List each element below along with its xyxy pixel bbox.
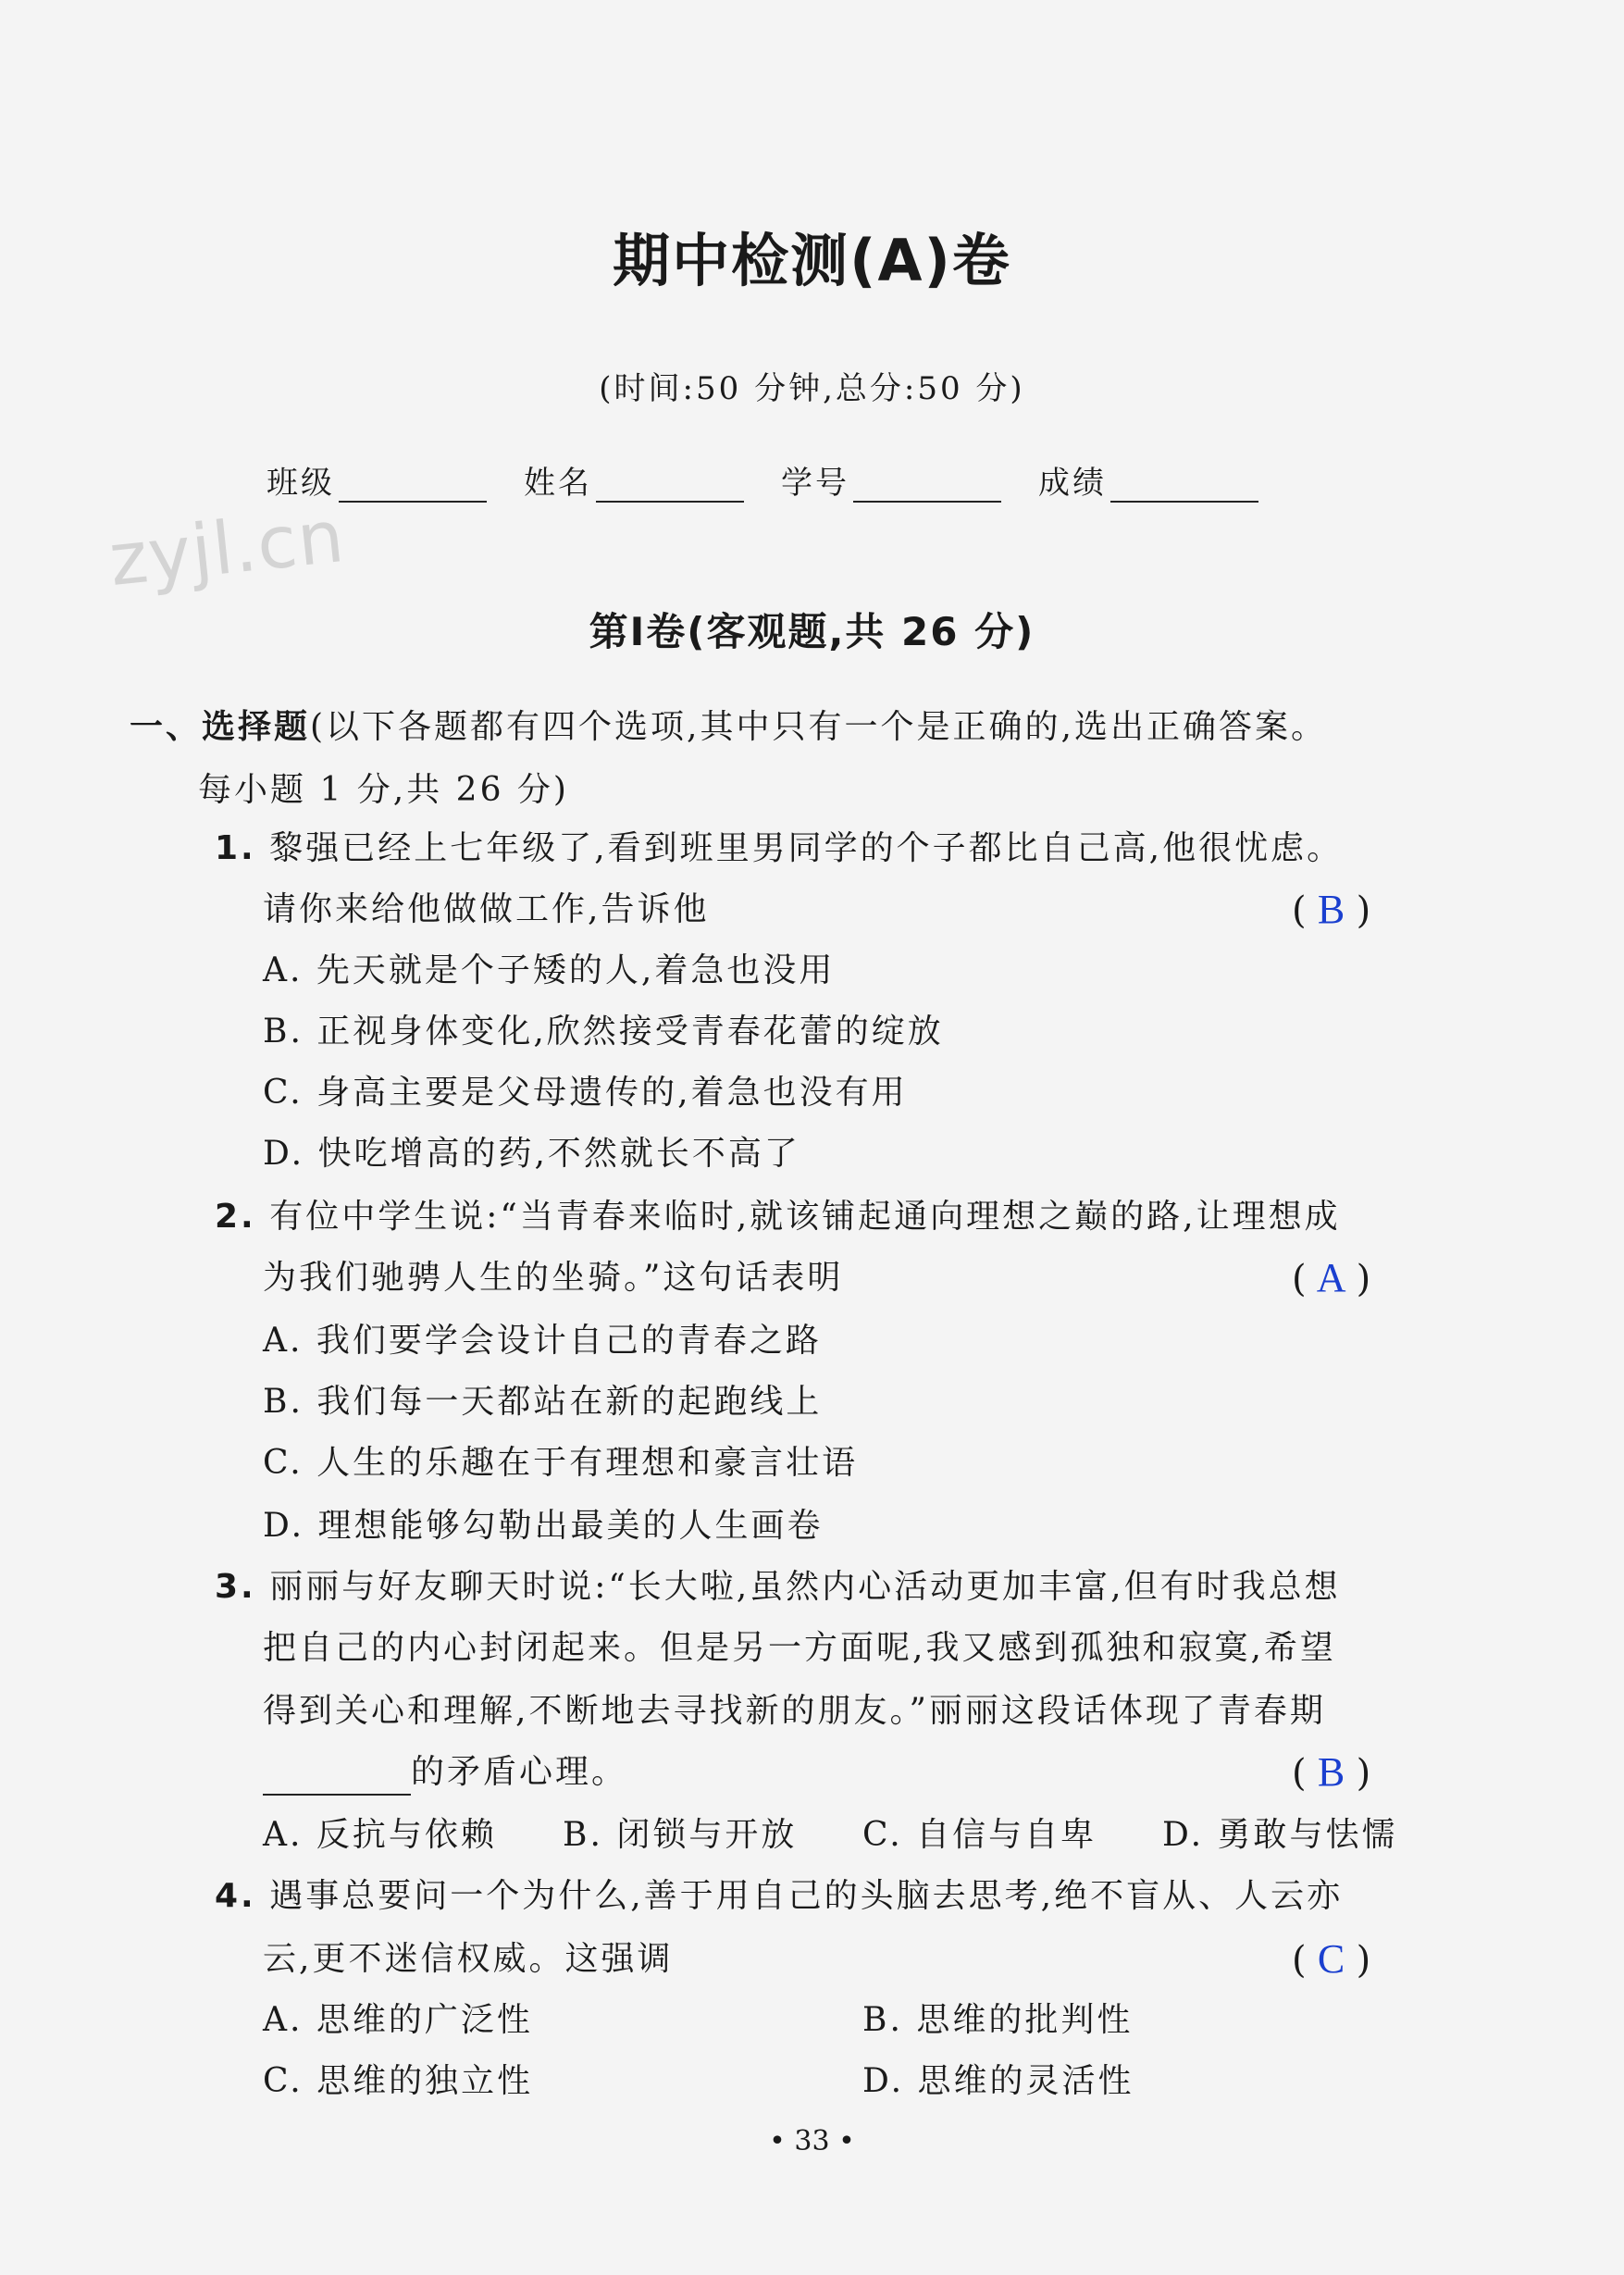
question-4-answer-letter: C [1317, 1936, 1345, 1982]
question-3-stem-line2: 把自己的内心封闭起来。但是另一方面呢,我又感到孤独和寂寞,希望 [263, 1629, 1336, 1667]
question-3-text-4: 的矛盾心理。 [411, 1753, 628, 1791]
info-class [267, 457, 487, 503]
question-3-stem-line3: 得到关心和理解,不断地去寻找新的朋友。”丽丽这段话体现了青春期 [263, 1692, 1326, 1730]
question-3-option-d: D. 勇敢与怯懦 [1162, 1816, 1398, 1854]
question-2-stem-line2: 为我们驰骋人生的坐骑。”这句话表明 [263, 1259, 844, 1297]
question-4-stem-line1 [215, 1873, 1343, 1920]
info-student-id-blank[interactable] [853, 467, 1001, 503]
question-2-number: 2. [215, 1198, 256, 1236]
question-4-answer: ( C ) [1292, 1936, 1371, 1982]
exam-time-and-score: (时间:50 分钟,总分:50 分) [599, 370, 1025, 407]
question-3-fill-blank[interactable] [263, 1760, 411, 1796]
section-title: 第Ⅰ卷(客观题,共 26 分) [589, 609, 1035, 654]
question-1-option-b: B. 正视身体变化,欣然接受青春花蕾的绽放 [263, 1013, 944, 1050]
watermark: zyjl.cn [105, 494, 349, 603]
info-student-id-label: 学号 [781, 465, 849, 502]
question-2-option-d: D. 理想能够勾勒出最美的人生画卷 [263, 1507, 824, 1545]
info-name-blank[interactable] [596, 467, 744, 503]
question-4-option-b: B. 思维的批判性 [862, 2001, 1134, 2039]
question-4-option-c: C. 思维的独立性 [263, 2062, 534, 2100]
info-name [524, 457, 744, 503]
question-1-option-a: A. 先天就是个子矮的人,着急也没用 [263, 951, 836, 989]
question-1-text-1: 黎强已经上七年级了,看到班里男同学的个子都比自己高,他很忧虑。 [269, 829, 1344, 867]
question-3-answer-letter: B [1317, 1749, 1345, 1795]
page-title: 期中检测(A)卷 [613, 227, 1011, 294]
part-one-instructions-2: 每小题 1 分,共 26 分) [198, 771, 569, 809]
question-2-option-a: A. 我们要学会设计自己的青春之路 [263, 1322, 822, 1360]
question-4-text-1: 遇事总要问一个为什么,善于用自己的头脑去思考,绝不盲从、人云亦 [269, 1877, 1344, 1915]
question-4-option-d: D. 思维的灵活性 [862, 2062, 1134, 2100]
question-3-stem-line4 [263, 1749, 627, 1796]
question-1-option-d: D. 快吃增高的药,不然就长不高了 [263, 1135, 800, 1173]
question-4-number: 4. [215, 1877, 256, 1915]
question-4-option-a: A. 思维的广泛性 [263, 2001, 533, 2039]
question-1-stem-line1 [215, 826, 1343, 872]
question-2-option-b: B. 我们每一天都站在新的起跑线上 [263, 1383, 823, 1421]
question-4-stem-line2: 云,更不迷信权威。这强调 [263, 1940, 674, 1978]
question-3-stem-line1 [215, 1564, 1341, 1610]
question-1-number: 1. [215, 829, 256, 867]
question-3-text-1: 丽丽与好友聊天时说:“长大啦,虽然内心活动更加丰富,但有时我总想 [269, 1568, 1341, 1606]
question-2-answer: ( A ) [1292, 1255, 1371, 1300]
info-score-label: 成绩 [1038, 465, 1107, 502]
question-3-number: 3. [215, 1568, 256, 1606]
info-student-id [781, 457, 1001, 503]
student-info-row [267, 457, 1295, 503]
question-3-option-c: C. 自信与自卑 [862, 1816, 1097, 1854]
question-2-text-1: 有位中学生说:“当青春来临时,就该铺起通向理想之巅的路,让理想成 [269, 1198, 1341, 1236]
info-score-blank[interactable] [1110, 467, 1258, 503]
question-2-stem-line1 [215, 1194, 1341, 1240]
question-2-option-c: C. 人生的乐趣在于有理想和豪言壮语 [263, 1444, 859, 1482]
info-name-label: 姓名 [524, 465, 592, 502]
info-score [1038, 457, 1258, 503]
question-3-option-a: A. 反抗与依赖 [263, 1816, 497, 1854]
question-3-answer: ( B ) [1292, 1749, 1371, 1795]
question-1-stem-line2: 请你来给他做做工作,告诉他 [263, 890, 710, 928]
info-class-blank[interactable] [339, 467, 487, 503]
part-one-instructions-1: (以下各题都有四个选项,其中只有一个是正确的,选出正确答案。 [310, 708, 1327, 746]
part-one-label: 一、选择题 [130, 708, 311, 746]
question-3-option-b: B. 闭锁与开放 [563, 1816, 798, 1854]
info-class-label: 班级 [267, 465, 335, 502]
question-2-answer-letter: A [1316, 1255, 1346, 1300]
page-number: • 33 • [769, 2125, 855, 2157]
question-1-option-c: C. 身高主要是父母遗传的,着急也没有用 [263, 1074, 908, 1112]
question-1-answer-letter: B [1317, 887, 1345, 932]
part-one-heading [130, 696, 1407, 822]
question-1-answer: ( B ) [1292, 887, 1371, 932]
